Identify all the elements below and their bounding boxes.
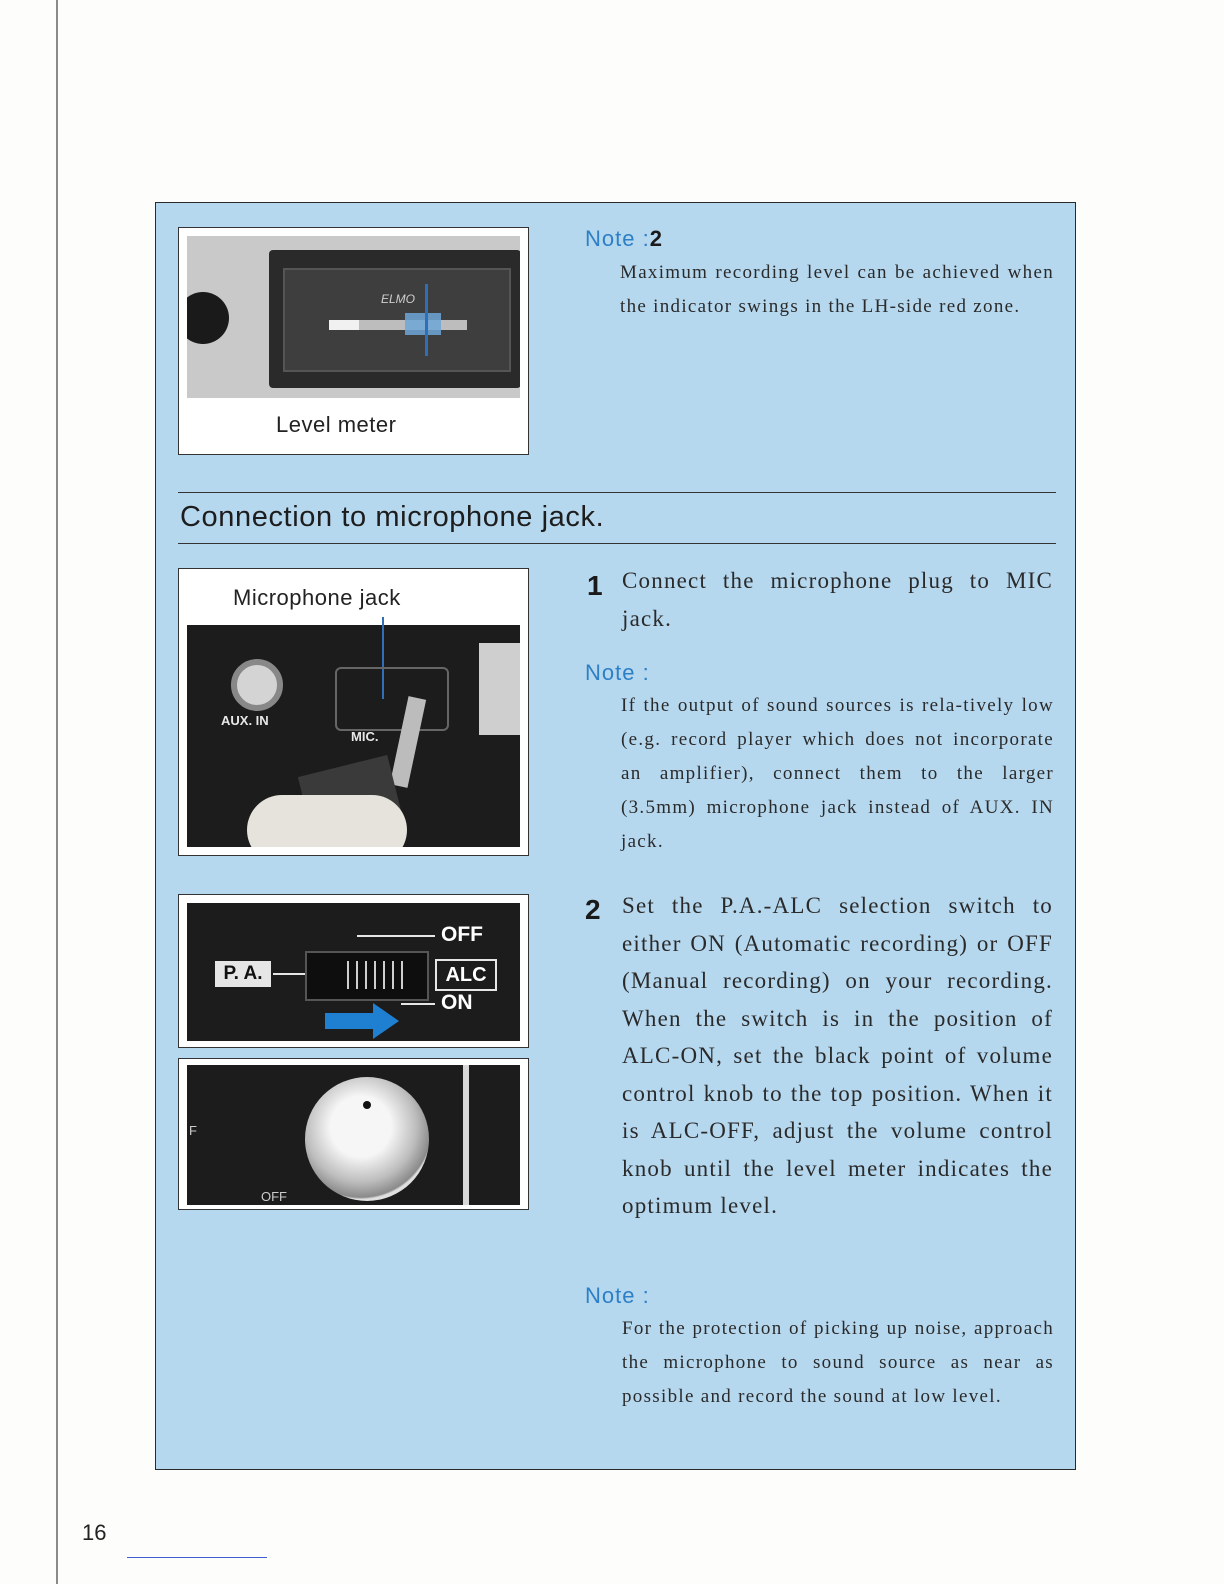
panel-edge bbox=[463, 1065, 469, 1205]
on-line bbox=[401, 1003, 435, 1005]
off-label: OFF bbox=[441, 923, 483, 946]
note-b-title: Note : bbox=[585, 1283, 650, 1308]
note-a-title: Note : bbox=[585, 660, 650, 685]
on-label: ON bbox=[441, 991, 473, 1014]
note-2-label: Note : bbox=[585, 226, 650, 251]
meter-brand-logo: ELMO bbox=[381, 292, 416, 306]
off-line bbox=[357, 935, 435, 937]
mic-label: MIC. bbox=[351, 729, 379, 744]
note-2-title bbox=[585, 226, 663, 252]
switch-figure bbox=[178, 894, 529, 1048]
knob-f-label: F bbox=[189, 1123, 197, 1138]
slide-arrow-icon bbox=[325, 1003, 399, 1044]
meter-indicator-zone bbox=[405, 313, 441, 335]
meter-hole bbox=[187, 292, 229, 344]
aux-label: AUX. IN bbox=[221, 713, 269, 728]
mic-jack-figure bbox=[178, 568, 529, 856]
note-2-number: 2 bbox=[649, 226, 663, 251]
alc-label-box bbox=[435, 959, 497, 991]
aux-jack bbox=[231, 659, 283, 711]
step-1-number: 1 bbox=[587, 570, 603, 601]
step-2-text: Set the P.A.-ALC selection switch to either ON (Automatic recording) or OFF (Manual recording) on your recording. When the switch is in the position of ALC-ON, set the black point of volume control knob to the top position. When it is ALC-OFF, adjust the volume control knob until the level meter indicates the optimum level. bbox=[622, 893, 1053, 1218]
knob-black-point bbox=[363, 1101, 371, 1109]
switch-slider-ridges bbox=[347, 961, 407, 989]
level-meter-figure bbox=[178, 227, 529, 455]
note-b-text: For the protection of picking up noise, approach the microphone to sound source as near as possible and record the sound at low level. bbox=[622, 1318, 1054, 1407]
switch-photo bbox=[187, 903, 520, 1041]
section-rule-top bbox=[178, 492, 1056, 493]
meter-window bbox=[283, 268, 511, 372]
switch-bracket bbox=[273, 973, 305, 975]
step-1-text: Connect the microphone plug to MIC jack. bbox=[622, 568, 1053, 631]
page-number: 16 bbox=[82, 1520, 107, 1545]
mic-jack-caption: Microphone jack bbox=[233, 585, 401, 610]
pa-label: P. A. bbox=[223, 963, 263, 984]
section-rule-bottom bbox=[178, 543, 1056, 544]
note-a-text: If the output of sound sources is rela-tively low (e.g. record player which does not incorporate an amplifier), connect them to the larger (3.5mm) microphone jack instead of AUX. IN jack. bbox=[621, 695, 1054, 852]
meter-red-zone bbox=[329, 320, 359, 330]
mic-jack-photo bbox=[187, 625, 520, 847]
switch-body bbox=[305, 951, 429, 1001]
knob-figure bbox=[178, 1058, 529, 1210]
bottom-edge-mark bbox=[127, 1557, 267, 1558]
volume-knob bbox=[305, 1077, 429, 1201]
alc-label: ALC bbox=[445, 964, 487, 986]
section-title: Connection to microphone jack. bbox=[180, 501, 605, 533]
step-2-number: 2 bbox=[585, 894, 601, 925]
side-block bbox=[479, 643, 520, 735]
hand bbox=[247, 795, 407, 847]
level-meter-photo bbox=[187, 236, 520, 398]
meter-needle bbox=[425, 284, 428, 356]
note-2-text: Maximum recording level can be achieved when the indicator swings in the LH-side red zone. bbox=[620, 262, 1054, 317]
pa-label-box bbox=[215, 961, 271, 987]
knob-off-label: OFF bbox=[261, 1189, 287, 1204]
mic-jack-socket bbox=[335, 667, 449, 731]
binding-edge bbox=[56, 0, 58, 1584]
level-meter-caption: Level meter bbox=[276, 412, 397, 437]
knob-photo bbox=[187, 1065, 520, 1205]
